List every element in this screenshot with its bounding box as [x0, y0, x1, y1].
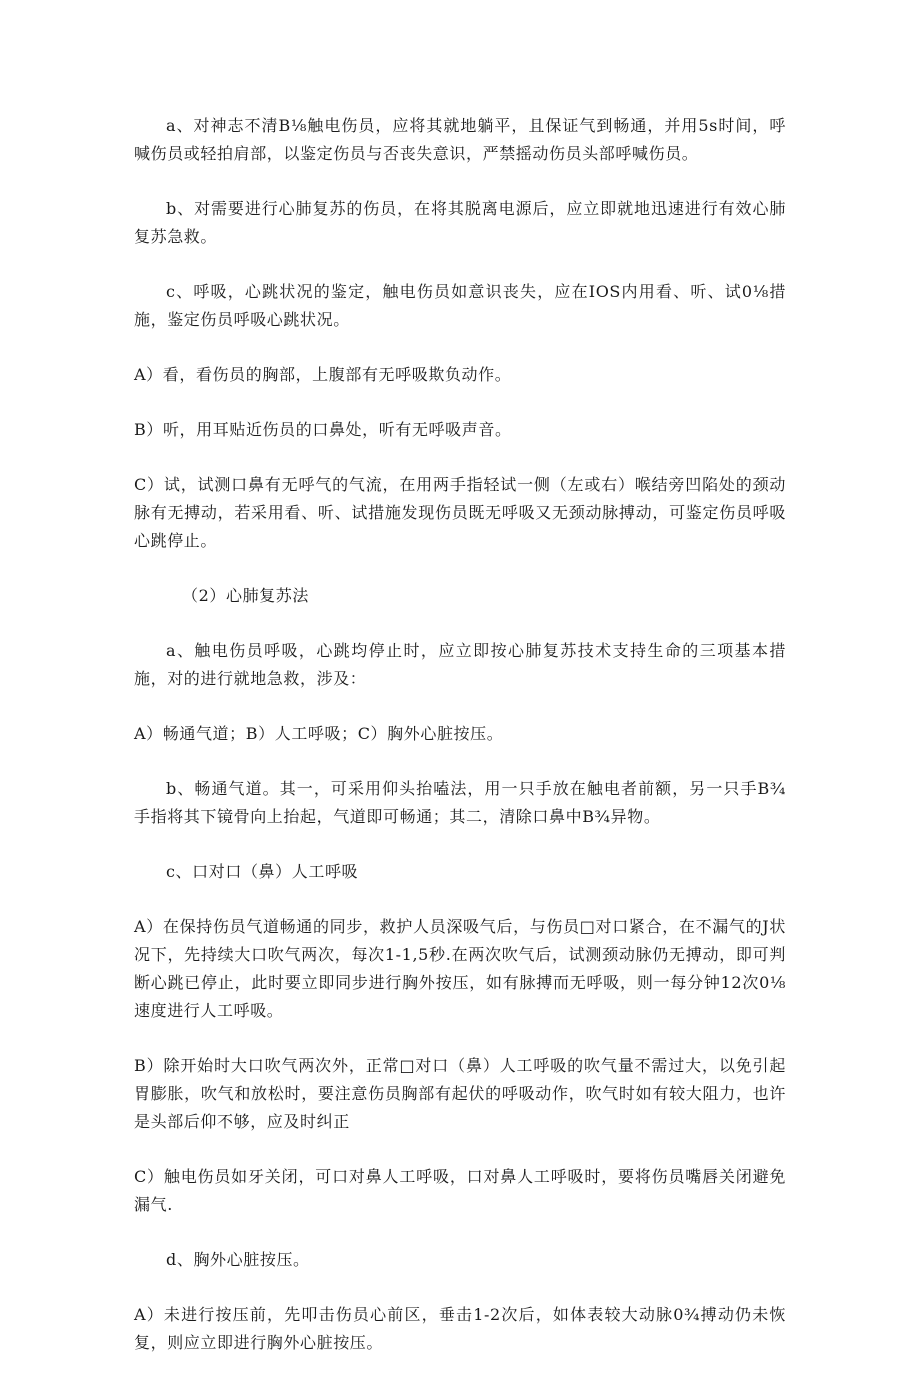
paragraph-three-measures: a、触电伤员呼吸，心跳均停止时，应立即按心肺复苏技术支持生命的三项基本措施，对的进行就地急救，涉及：: [134, 641, 786, 688]
paragraph-listen: B）听，用耳贴近伤员的口鼻处，听有无呼吸声音。: [134, 420, 512, 439]
paragraph-look: A）看，看伤员的胸部，上腹部有无呼吸欺负动作。: [134, 365, 512, 384]
paragraph-airway: b、畅通气道。其一，可采用仰头抬嗑法，用一只手放在触电者前额，另一只手B¾手指将其下镜骨向上抬起，气道即可畅通；其二，清除口鼻中B¾异物。: [134, 779, 786, 826]
document-body: [134, 112, 786, 1384]
paragraph-chest-compression-a: A）未进行按压前，先叩击伤员心前区，垂击1-2次后，如体表较大动脉0¾搏动仍未恢复，则应立即进行胸外心脏按压。: [134, 1305, 786, 1352]
paragraph-breathing-assessment: c、呼吸，心跳状况的鉴定，触电伤员如意识丧失，应在IOS内用看、听、试0⅛措施，鉴定伤员呼吸心跳状况。: [134, 282, 786, 329]
paragraph-rescue-breathing-heading: c、口对口（鼻）人工呼吸: [166, 862, 359, 881]
paragraph-consciousness-check: a、对神志不清B⅛触电伤员，应将其就地躺平，且保证气到畅通，并用5s时间，呼喊伤员或轻拍肩部，以鉴定伤员与否丧失意识，严禁摇动伤员头部呼喊伤员。: [134, 116, 786, 163]
paragraph-rescue-breathing-c: C）触电伤员如牙关闭，可口对鼻人工呼吸，口对鼻人工呼吸时，要将伤员嘴唇关闭避免漏气.: [134, 1167, 786, 1214]
paragraph-feel: C）试，试测口鼻有无呼气的气流，在用两手指轻试一侧（左或右）喉结旁凹陷处的颈动脉有无搏动，若采用看、听、试措施发现伤员既无呼吸又无颈动脉搏动，可鉴定伤员呼吸心跳停止。: [134, 475, 786, 550]
paragraph-cpr-needed: b、对需要进行心肺复苏的伤员，在将其脱离电源后，应立即就地迅速进行有效心肺复苏急救。: [134, 199, 786, 246]
paragraph-measures-list: A）畅通气道；B）人工呼吸；C）胸外心脏按压。: [134, 724, 504, 743]
paragraph-chest-compression-heading: d、胸外心脏按压。: [166, 1250, 310, 1269]
paragraph-rescue-breathing-b: B）除开始时大口吹气两次外，正常□对口（鼻）人工呼吸的吹气量不需过大，以免引起胃膨胀，吹气和放松时，要注意伤员胸部有起伏的呼吸动作，吹气时如有较大阻力，也许是头部后仰不够，应及时纠正: [134, 1056, 786, 1131]
section-heading-cpr: （2）心肺复苏法: [182, 586, 309, 605]
paragraph-rescue-breathing-a: A）在保持伤员气道畅通的同步，救护人员深吸气后，与伤员□对口紧合，在不漏气的J状况下，先持续大口吹气两次，每次1-1,5秒.在两次吹气后，试测颈动脉仍无搏动，即可判断心跳已停止，此时要立即同步进行胸外按压，如有脉搏而无呼吸，则一每分钟12次0⅛速度进行人工呼吸。: [134, 917, 786, 1020]
